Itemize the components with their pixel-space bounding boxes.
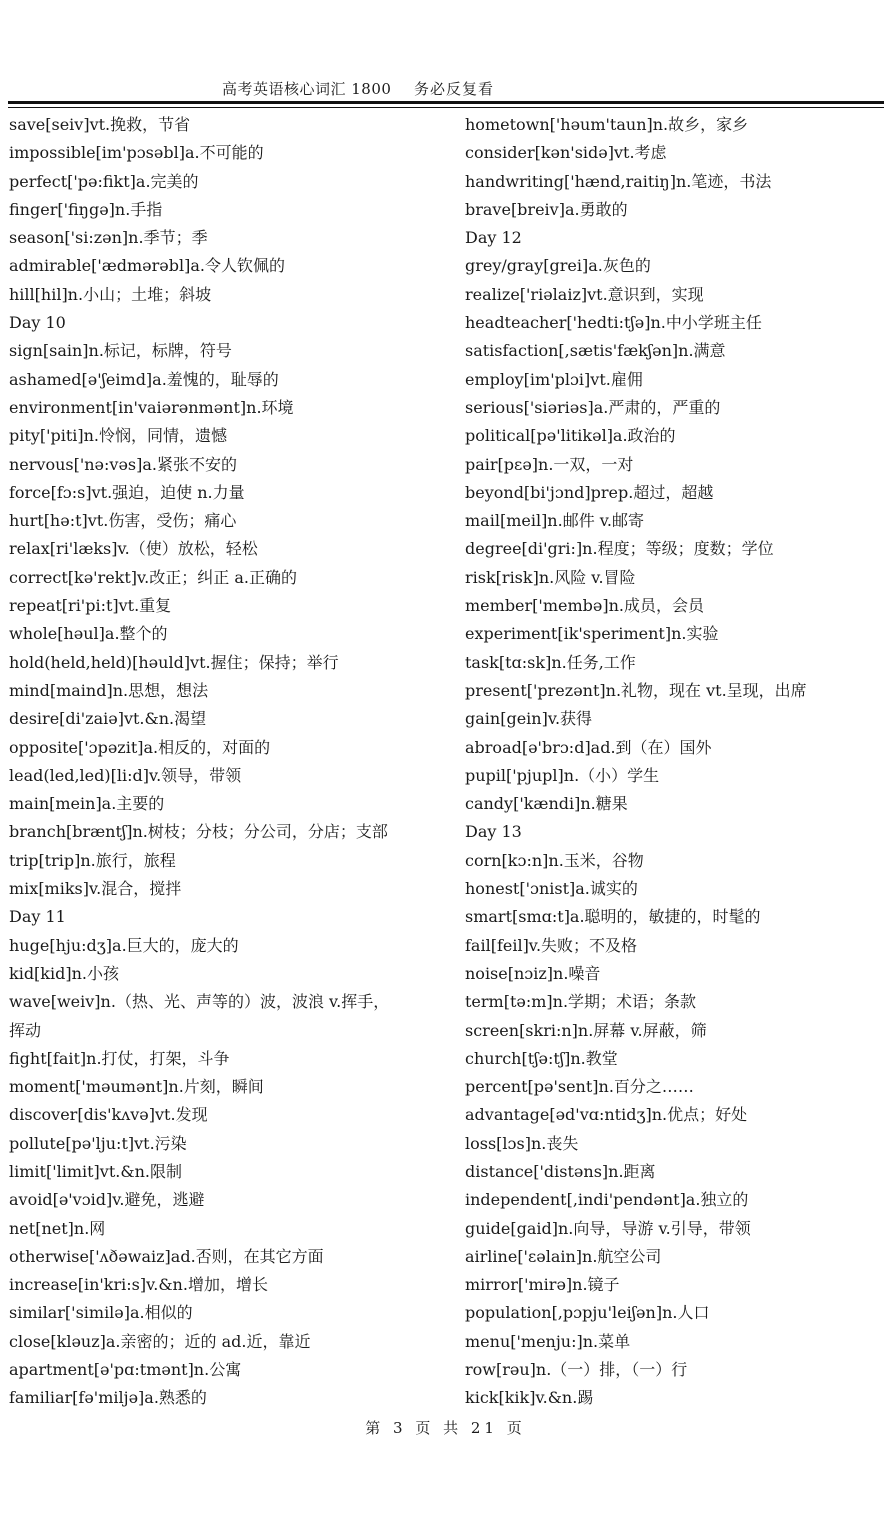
day-heading: Day 12 [465,228,522,248]
vocab-entry: percent[pə'sent]n.百分之…… [465,1077,694,1097]
vocab-entry: kid[kid]n.小孩 [9,963,119,983]
vocab-entry: branch[bræntʃ]n.树枝；分枝；分公司，分店；支部 [9,822,388,842]
vocab-entry: hurt[hə:t]vt.伤害，受伤；痛心 [9,511,237,531]
vocab-entry: repeat[ri'pi:t]vt.重复 [9,596,172,616]
vocab-entry: admirable['ædmərəbl]a.令人钦佩的 [9,256,285,276]
vocab-entry: opposite['ɔpəzit]a.相反的，对面的 [9,737,271,757]
vocab-entry: impossible[im'pɔsəbl]a.不可能的 [9,143,264,163]
vocab-entry: desire[di'zaiə]vt.&n.渴望 [9,709,207,729]
vocab-entry: term[tə:m]n.学期；术语；条款 [465,992,697,1012]
vocab-entry: familiar[fə'miljə]a.熟悉的 [9,1388,207,1408]
vocab-entry: pair[pɛə]n.一双，一对 [465,454,634,474]
vocab-entry: kick[kik]v.&n.踢 [465,1388,594,1408]
left-vocab-column [9,111,449,1413]
vocab-entry: mix[miks]v.混合，搅拌 [9,879,182,899]
vocab-entry: pollute[pə'lju:t]vt.污染 [9,1133,187,1153]
vocab-entry: corn[kɔ:n]n.玉米，谷物 [465,850,644,870]
vocab-entry: season['si:zən]n.季节；季 [9,228,208,248]
vocab-entry: hill[hil]n.小山；土堆；斜坡 [9,284,212,304]
vocab-entry: relax[ri'læks]v.（使）放松，轻松 [9,539,258,559]
vocab-entry: avoid[ə'vɔid]v.避免，逃避 [9,1190,205,1210]
vocab-entry: grey/gray[grei]a.灰色的 [465,256,651,276]
vocab-entry: force[fɔ:s]vt.强迫，迫使 n.力量 [9,482,245,502]
vocab-entry: trip[trip]n.旅行，旅程 [9,850,176,870]
vocab-entry: hometown['həum'taun]n.故乡，家乡 [465,115,749,134]
vocab-entry: honest['ɔnist]a.诚实的 [465,879,638,899]
day-heading: Day 11 [9,907,66,927]
vocab-entry: whole[həul]a.整个的 [9,624,168,644]
vocab-entry: candy['kændi]n.糖果 [465,794,628,814]
vocab-entry: limit['limit]vt.&n.限制 [9,1161,182,1181]
vocab-entry: loss[lɔs]n.丧失 [465,1133,579,1153]
vocab-entry: advantage[əd'vɑ:ntidʒ]n.优点；好处 [465,1105,748,1125]
vocab-entry: employ[im'plɔi]vt.雇佣 [465,369,643,389]
vocab-entry: serious['siəriəs]a.严肃的，严重的 [465,397,721,417]
vocab-entry: pupil['pjupl]n.（小）学生 [465,765,660,785]
vocab-entry: population[,pɔpju'leiʃən]n.人口 [465,1303,710,1323]
vocab-entry: otherwise['ʌðəwaiz]ad.否则，在其它方面 [9,1246,324,1266]
vocab-entry: church[tʃə:tʃ]n.教堂 [465,1048,618,1068]
vocab-entry: huge[hju:dʒ]a.巨大的，庞大的 [9,935,239,955]
vocab-entry: guide[gaid]n.向导，导游 v.引导，带领 [465,1218,751,1238]
vocab-entry: airline['ɛəlain]n.航空公司 [465,1246,662,1266]
day-heading: Day 13 [465,822,522,842]
header-title: 高考英语核心词汇 1800 [222,80,392,98]
vocab-entry: menu['menju:]n.菜单 [465,1331,631,1351]
vocab-entry: moment['məumənt]n.片刻，瞬间 [9,1077,264,1097]
vocab-entry: fight[fait]n.打仗，打架，斗争 [9,1048,230,1068]
header-rule-thick [8,101,884,104]
vocab-entry: sign[sain]n.标记，标牌，符号 [9,341,232,361]
vocab-entry: net[net]n.网 [9,1218,106,1238]
vocab-entry: risk[risk]n.风险 v.冒险 [465,567,636,587]
vocab-entry: ashamed[ə'ʃeimd]a.羞愧的，耻辱的 [9,369,279,389]
vocab-entry: save[seiv]vt.挽救，节省 [9,115,191,134]
vocab-entry: degree[di'gri:]n.程度；等级；度数；学位 [465,539,774,559]
vocab-entry: handwriting['hænd,raitiŋ]n.笔迹，书法 [465,171,772,191]
vocab-entry: mind[maind]n.思想，想法 [9,680,209,700]
vocab-entry: main[mein]a.主要的 [9,794,165,814]
vocab-entry: hold(held,held)[həuld]vt.握住；保持；举行 [9,652,339,672]
vocab-entry: consider[kən'sidə]vt.考虑 [465,143,667,163]
vocab-entry: perfect['pə:fikt]a.完美的 [9,171,199,191]
vocab-entry: correct[kə'rekt]v.改正；纠正 a.正确的 [9,567,297,587]
vocab-entry: satisfaction[,sætis'fækʃən]n.满意 [465,341,726,361]
vocab-entry: discover[dis'kʌvə]vt.发现 [9,1105,208,1125]
day-heading: Day 10 [9,313,66,333]
header-note: 务必反复看 [414,80,495,98]
vocab-entry: screen[skri:n]n.屏幕 v.屏蔽，筛 [465,1020,707,1040]
vocab-entry: realize['riəlaiz]vt.意识到，实现 [465,284,704,304]
vocab-entry: smart[smɑ:t]a.聪明的，敏捷的，时髦的 [465,907,761,927]
vocab-entry: present['prezənt]n.礼物，现在 vt.呈现，出席 [465,680,807,700]
vocab-entry: wave[weiv]n.（热、光、声等的）波，波浪 v.挥手， [9,992,390,1012]
vocab-entry: headteacher['hedti:tʃə]n.中小学班主任 [465,313,762,333]
vocab-entry: fail[feil]v.失败；不及格 [465,935,638,955]
vocab-entry: beyond[bi'jɔnd]prep.超过，超越 [465,482,714,502]
vocab-entry: increase[in'kri:s]v.&n.增加，增长 [9,1275,268,1295]
vocab-entry: gain[gein]v.获得 [465,709,593,729]
vocab-entry: noise[nɔiz]n.噪音 [465,963,601,983]
vocab-entry: member['membə]n.成员，会员 [465,596,704,616]
vocab-entry: lead(led,led)[li:d]v.领导，带领 [9,765,242,785]
vocab-entry: 挥动 [9,1020,42,1040]
vocab-entry: pity['piti]n.怜悯，同情，遗憾 [9,426,228,446]
vocab-entry: close[kləuz]a.亲密的；近的 ad.近，靠近 [9,1331,311,1351]
vocab-entry: mail[meil]n.邮件 v.邮寄 [465,511,645,531]
vocab-entry: finger['fiŋgə]n.手指 [9,199,163,219]
vocab-entry: environment[in'vaiərənmənt]n.环境 [9,397,294,417]
vocab-entry: row[rəu]n.（一）排，（一）行 [465,1360,688,1380]
vocab-entry: similar['similə]a.相似的 [9,1303,193,1323]
vocab-entry: abroad[ə'brɔ:d]ad.到（在）国外 [465,737,712,757]
right-vocab-column [465,111,885,1413]
vocab-entry: political[pə'litikəl]a.政治的 [465,426,676,446]
vocab-entry: brave[breiv]a.勇敢的 [465,199,628,219]
vocab-entry: experiment[ik'speriment]n.实验 [465,624,719,644]
vocab-entry: distance['distəns]n.距离 [465,1161,656,1181]
vocab-entry: task[tɑ:sk]n.任务,工作 [465,652,636,672]
page-footer: 第 3 页 共 21 页 [365,1419,526,1437]
page-header [0,78,891,100]
vocab-entry: independent[,indi'pendənt]a.独立的 [465,1190,749,1210]
vocab-entry: nervous['nə:vəs]a.紧张不安的 [9,454,238,474]
vocab-entry: apartment[ə'pɑ:tmənt]n.公寓 [9,1360,242,1380]
header-rule-thin [8,107,884,108]
vocab-entry: mirror['mirə]n.镜子 [465,1275,620,1295]
